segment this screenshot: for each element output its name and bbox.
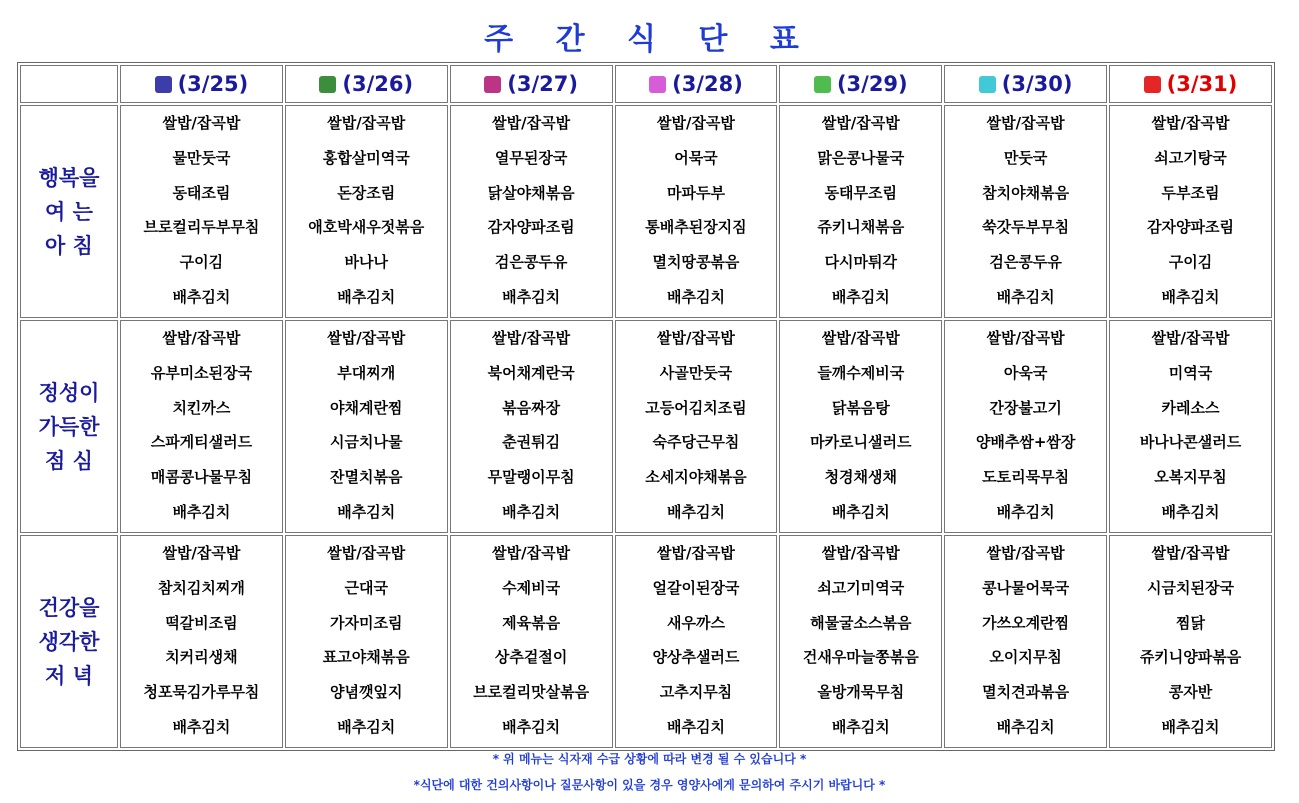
page-title: 주 간 식 단 표 (484, 22, 815, 57)
menu-item: 쇠고기미역국 (817, 578, 905, 597)
menu-item: 쌀밥/잡곡밥 (656, 544, 735, 562)
weekly-menu-table (17, 62, 1275, 751)
day-header-thu: (3/28) (615, 65, 778, 103)
menu-item: 잔멸치볶음 (330, 468, 403, 487)
menu-item: 맑은콩나물국 (817, 148, 905, 167)
menu-item: 볶음짜장 (502, 398, 561, 417)
menu-item: 수제비국 (502, 578, 561, 597)
menu-item: 찜닭 (1176, 613, 1206, 632)
menu-item: 유부미소된장국 (150, 363, 253, 382)
menu-item: 열무된장국 (494, 148, 568, 167)
menu-item: 치킨까스 (172, 398, 231, 417)
day-header-fri: (3/29) (779, 65, 942, 103)
dinner-sun-cell (1109, 535, 1272, 748)
meal-label-line: 건강을 (38, 595, 100, 620)
lunch-tue-cell (285, 320, 448, 533)
lunch-wed-cell (450, 320, 613, 533)
menu-item: 부대찌개 (337, 363, 396, 382)
menu-item: 쌀밥/잡곡밥 (986, 329, 1065, 347)
menu-item: 쌀밥/잡곡밥 (986, 544, 1065, 562)
menu-item: 참치김치찌개 (157, 578, 245, 597)
menu-item: 감자양파조림 (1147, 218, 1234, 237)
menu-item: 배추김치 (502, 287, 561, 306)
menu-item: 쌀밥/잡곡밥 (1151, 544, 1230, 562)
menu-item: 통배추된장지짐 (645, 218, 747, 237)
menu-item: 배추김치 (337, 717, 396, 736)
menu-item: 배추김치 (831, 502, 890, 521)
menu-item: 가자미조림 (330, 613, 403, 632)
menu-item: 구이김 (179, 253, 224, 272)
menu-item: 매콤콩나물무침 (150, 468, 253, 487)
menu-item: 쌀밥/잡곡밥 (492, 329, 571, 347)
menu-item: 쌀밥/잡곡밥 (1151, 114, 1230, 132)
menu-item: 도토리묵무침 (982, 468, 1070, 487)
menu-item: 쌀밥/잡곡밥 (327, 544, 406, 562)
breakfast-mon-cell (120, 105, 283, 318)
menu-item: 사골만둣국 (659, 363, 733, 382)
thursday-icon (649, 76, 666, 93)
menu-item: 북어채계란국 (487, 363, 575, 382)
menu-item: 쌀밥/잡곡밥 (1151, 329, 1230, 347)
menu-item: 해물굴소스볶음 (810, 613, 912, 632)
lunch-fri-cell (779, 320, 942, 533)
day-header-row (20, 65, 1272, 103)
saturday-icon (979, 76, 996, 93)
dinner-label (20, 535, 118, 748)
menu-item: 가쓰오계란찜 (982, 613, 1070, 632)
menu-item: 미역국 (1168, 363, 1213, 382)
menu-item: 오이지무침 (989, 648, 1062, 667)
menu-item: 브로컬리맛살볶음 (473, 683, 590, 702)
menu-item: 쌀밥/잡곡밥 (492, 544, 571, 562)
menu-item: 양배추쌈+쌈장 (975, 433, 1076, 452)
menu-item: 어묵국 (674, 148, 718, 167)
menu-item: 카레소스 (1161, 398, 1220, 417)
menu-item: 오복지무침 (1154, 468, 1227, 487)
dinner-sat-cell (944, 535, 1107, 748)
notice-contact: *식단에 대한 건의사항이나 질문사항이 있을 경우 영양사에게 문의하여 주시기 바랍니다 * (413, 778, 886, 792)
menu-item: 쌀밥/잡곡밥 (162, 329, 241, 347)
menu-item: 콩나물어묵국 (982, 578, 1070, 597)
menu-item: 양상추샐러드 (652, 648, 740, 667)
menu-item: 물만둣국 (172, 148, 231, 167)
day-header-sun: (3/31) (1109, 65, 1272, 103)
menu-item: 두부조림 (1161, 183, 1220, 202)
menu-item: 쥬키니양파볶음 (1139, 648, 1242, 667)
menu-item: 양념깻잎지 (330, 683, 403, 702)
tuesday-icon (319, 76, 336, 93)
menu-item: 애호박새우젓볶음 (308, 218, 425, 237)
menu-item: 쑥갓두부무침 (982, 218, 1070, 237)
menu-item: 돈장조림 (337, 183, 396, 202)
dinner-wed-cell (450, 535, 613, 748)
menu-item: 근대국 (344, 578, 388, 597)
day-header-sat: (3/30) (944, 65, 1107, 103)
dinner-mon-cell (120, 535, 283, 748)
dinner-tue-cell (285, 535, 448, 748)
menu-item: 배추김치 (996, 717, 1055, 736)
menu-item: 쌀밥/잡곡밥 (821, 114, 900, 132)
meal-label-line: 여 는 (45, 199, 93, 224)
monday-icon (155, 76, 172, 93)
menu-item: 동태조림 (172, 183, 231, 202)
menu-item: 배추김치 (337, 287, 396, 306)
menu-item: 떡갈비조림 (165, 613, 238, 632)
breakfast-wed-cell (450, 105, 613, 318)
meal-label-line: 행복을 (38, 165, 100, 190)
menu-item: 쌀밥/잡곡밥 (656, 329, 735, 347)
sunday-icon (1144, 76, 1161, 93)
meal-row-dinner (20, 535, 1272, 748)
menu-item: 쌀밥/잡곡밥 (821, 329, 900, 347)
lunch-mon-cell (120, 320, 283, 533)
meal-row-lunch (20, 320, 1272, 533)
meal-label-line: 정성이 (38, 380, 100, 405)
menu-item: 만둣국 (1003, 148, 1048, 167)
meal-label-line: 아 침 (45, 233, 93, 258)
lunch-label (20, 320, 118, 533)
friday-icon (814, 76, 831, 93)
dinner-fri-cell (779, 535, 942, 748)
menu-item: 쌀밥/잡곡밥 (162, 114, 241, 132)
menu-item: 배추김치 (666, 717, 725, 736)
menu-item: 배추김치 (502, 717, 561, 736)
meal-label-line: 저 녁 (45, 663, 93, 688)
meal-label-line: 생각한 (38, 629, 100, 654)
menu-item: 무말랭이무침 (487, 468, 575, 487)
breakfast-fri-cell (779, 105, 942, 318)
menu-item: 청경채생채 (824, 468, 898, 487)
menu-item: 배추김치 (1161, 717, 1220, 736)
menu-item: 쌀밥/잡곡밥 (327, 329, 406, 347)
menu-item: 치커리생채 (165, 648, 238, 667)
menu-item: 브로컬리두부무침 (143, 218, 260, 237)
lunch-sat-cell (944, 320, 1107, 533)
breakfast-sun-cell (1109, 105, 1272, 318)
menu-item: 쌀밥/잡곡밥 (327, 114, 406, 132)
menu-item: 얼갈이된장국 (652, 578, 740, 597)
menu-item: 닭살야채볶음 (487, 183, 575, 202)
menu-item: 춘권튀김 (502, 433, 561, 452)
menu-item: 바나나 (344, 253, 388, 272)
menu-item: 배추김치 (1161, 287, 1220, 306)
menu-item: 아욱국 (1003, 363, 1048, 382)
notice-change: * 위 메뉴는 식자재 수급 상황에 따라 변경 될 수 있습니다 * (492, 752, 807, 766)
menu-item: 쌀밥/잡곡밥 (656, 114, 735, 132)
menu-item: 멸치땅콩볶음 (652, 253, 740, 272)
menu-item: 배추김치 (666, 287, 725, 306)
menu-item: 쥬키니채볶음 (817, 218, 905, 237)
menu-item: 배추김치 (337, 502, 396, 521)
dinner-thu-cell (615, 535, 778, 748)
breakfast-sat-cell (944, 105, 1107, 318)
menu-item: 검은콩두유 (989, 253, 1062, 272)
menu-item: 쌀밥/잡곡밥 (162, 544, 241, 562)
day-header-tue: (3/26) (285, 65, 448, 103)
menu-item: 소세지야채볶음 (645, 468, 747, 487)
menu-item: 배추김치 (996, 502, 1055, 521)
menu-item: 새우까스 (666, 613, 725, 632)
menu-item: 고등어김치조림 (645, 398, 747, 417)
menu-item: 청포묵김가루무침 (143, 683, 260, 702)
menu-body (20, 105, 1272, 748)
menu-item: 쌀밥/잡곡밥 (821, 544, 900, 562)
menu-item: 배추김치 (831, 717, 890, 736)
menu-item: 배추김치 (996, 287, 1055, 306)
menu-item: 고추지무침 (659, 683, 733, 702)
day-header-mon: (3/25) (120, 65, 283, 103)
breakfast-tue-cell (285, 105, 448, 318)
menu-item: 숙주당근무침 (652, 433, 740, 452)
menu-item: 스파게티샐러드 (150, 433, 253, 452)
menu-item: 제육볶음 (502, 613, 561, 632)
menu-item: 닭볶음탕 (831, 398, 890, 417)
menu-item: 감자양파조림 (487, 218, 575, 237)
menu-item: 상추겉절이 (494, 648, 568, 667)
menu-item: 콩자반 (1168, 683, 1213, 702)
menu-item: 배추김치 (172, 287, 231, 306)
menu-item: 다시마튀각 (824, 253, 898, 272)
menu-item: 동태무조림 (824, 183, 898, 202)
meal-label-line: 가득한 (38, 414, 100, 439)
wednesday-icon (484, 76, 501, 93)
menu-item: 시금치된장국 (1147, 578, 1234, 597)
menu-item: 배추김치 (831, 287, 890, 306)
day-header-wed: (3/27) (450, 65, 613, 103)
menu-item: 마카로니샐러드 (810, 433, 912, 452)
menu-item: 들깨수제비국 (817, 363, 905, 382)
menu-item: 배추김치 (172, 717, 231, 736)
menu-item: 멸치견과볶음 (982, 683, 1070, 702)
menu-item: 건새우마늘쫑볶음 (802, 648, 919, 667)
breakfast-thu-cell (615, 105, 778, 318)
menu-item: 마파두부 (666, 183, 725, 202)
menu-item: 시금치나물 (330, 433, 403, 452)
menu-item: 홍합살미역국 (322, 148, 410, 167)
menu-item: 검은콩두유 (494, 253, 568, 272)
breakfast-label (20, 105, 118, 318)
menu-item: 배추김치 (502, 502, 561, 521)
menu-item: 구이김 (1168, 253, 1213, 272)
menu-item: 배추김치 (666, 502, 725, 521)
menu-item: 배추김치 (1161, 502, 1220, 521)
meal-row-breakfast (20, 105, 1272, 318)
menu-item: 바나나콘샐러드 (1139, 433, 1242, 452)
menu-item: 참치야채볶음 (982, 183, 1070, 202)
meal-label-line: 점 심 (45, 448, 93, 473)
menu-item: 올방개묵무침 (817, 683, 905, 702)
menu-item: 표고야채볶음 (322, 648, 410, 667)
menu-item: 배추김치 (172, 502, 231, 521)
menu-item: 쌀밥/잡곡밥 (986, 114, 1065, 132)
menu-item: 간장불고기 (989, 398, 1062, 417)
menu-item: 야채계란찜 (330, 398, 403, 417)
menu-item: 쌀밥/잡곡밥 (492, 114, 571, 132)
lunch-thu-cell (615, 320, 778, 533)
lunch-sun-cell (1109, 320, 1272, 533)
menu-item: 쇠고기탕국 (1154, 148, 1227, 167)
corner-cell (20, 65, 118, 103)
